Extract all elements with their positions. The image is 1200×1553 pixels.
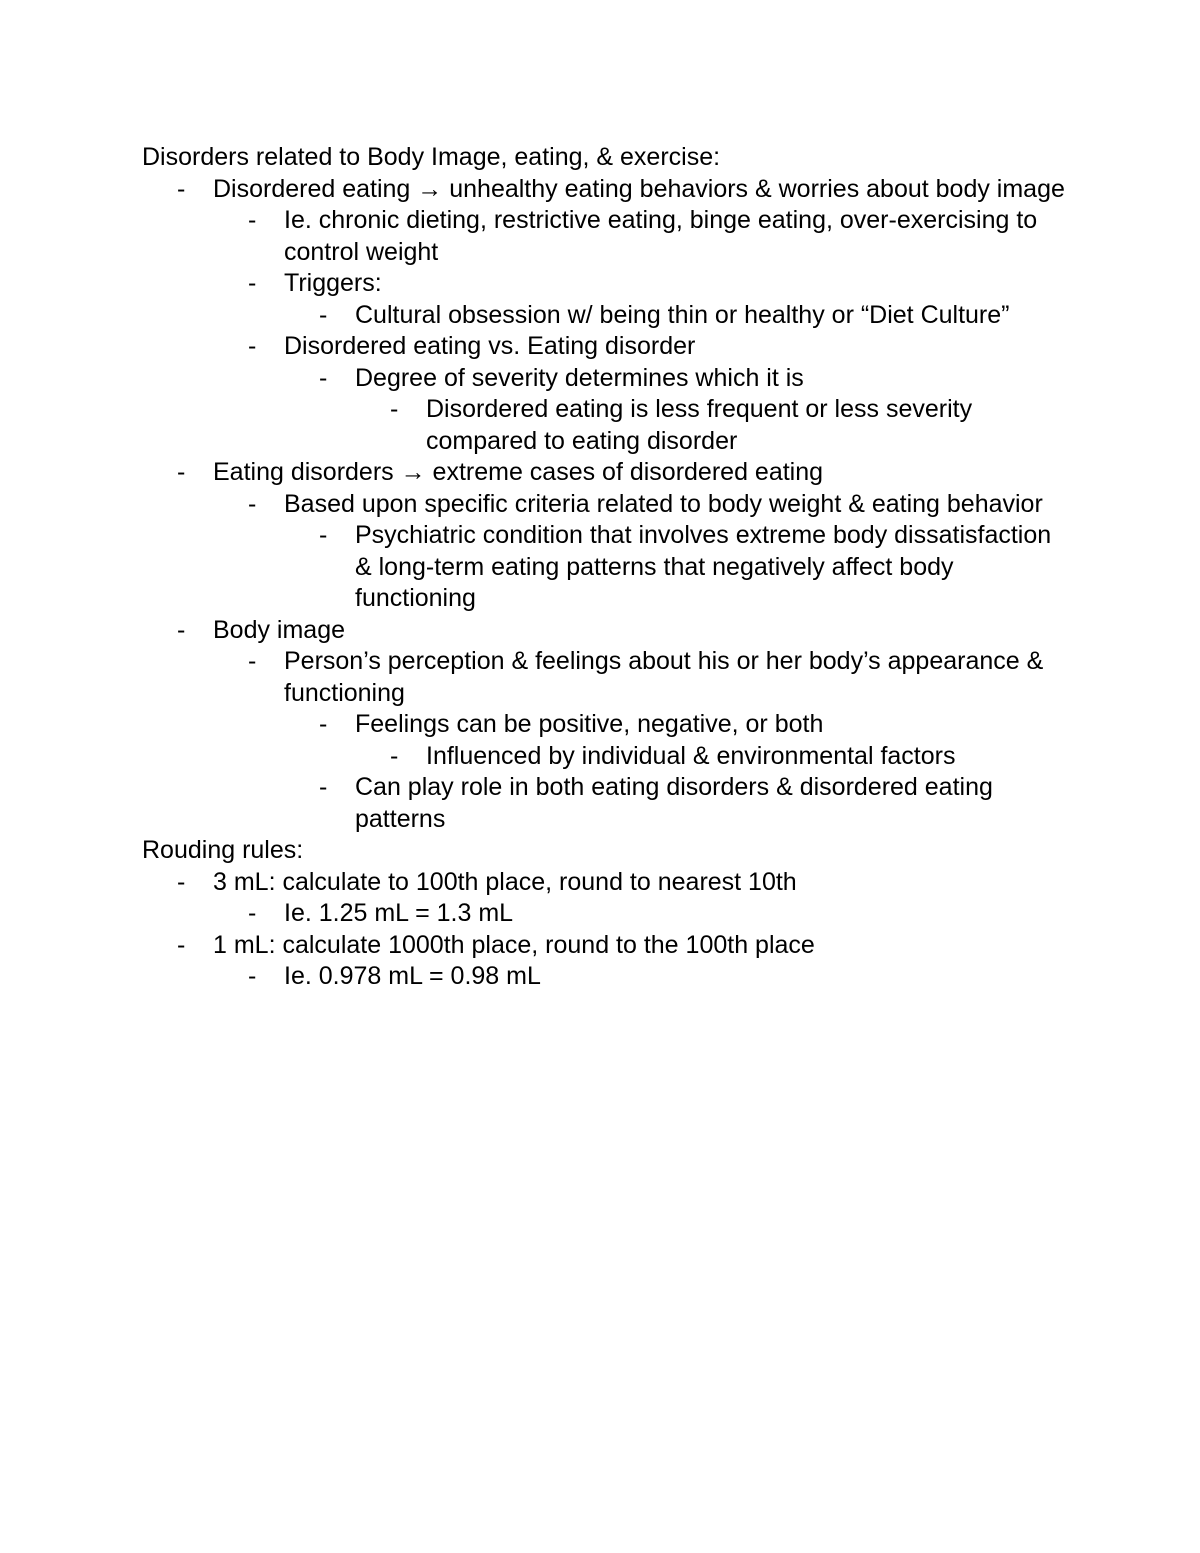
bullet-dash: - (248, 962, 257, 990)
list-item-text: Ie. 1.25 mL = 1.3 mL (284, 899, 514, 927)
bullet-list-level-2 (213, 205, 1072, 457)
list-item-text: Influenced by individual & environmental factors (426, 741, 956, 770)
bullet-list-level-1 (142, 867, 1072, 993)
bullet-list-level-3 (284, 300, 1072, 332)
bullet-list-level-3 (284, 363, 1072, 458)
bullet-dash: - (319, 521, 328, 549)
list-item-text: Cultural obsession w/ being thin or healthy or “Diet Culture” (355, 300, 1010, 329)
list-item-text: 1 mL: calculate 1000th place, round to the 100th place (213, 930, 815, 959)
list-item-text: Person’s perception & feelings about his or her body’s appearance & functioning (284, 647, 1044, 707)
list-item-text: Can play role in both eating disorders & disordered eating patterns (355, 773, 993, 833)
bullet-dash: - (177, 867, 186, 896)
list-item-text: 3 mL: calculate to 100th place, round to nearest 10th (213, 867, 797, 896)
list-item (319, 520, 1072, 615)
list-item (248, 961, 1072, 993)
list-item-text: Eating disorders → extreme cases of disordered eating (213, 458, 824, 486)
section-heading: Disorders related to Body Image, eating, & exercise: (142, 143, 721, 171)
bullet-list-level-3 (284, 709, 1072, 835)
bullet-list-level-2 (213, 646, 1072, 835)
bullet-dash: - (319, 363, 328, 392)
bullet-dash: - (248, 269, 257, 297)
list-item-text: Triggers: (284, 269, 382, 297)
list-item (319, 772, 1072, 835)
bullet-dash: - (177, 174, 186, 203)
outline-section (142, 835, 1072, 993)
bullet-list-level-2 (213, 898, 1072, 930)
section-heading: Rouding rules: (142, 836, 304, 864)
bullet-dash: - (177, 930, 186, 959)
list-item-text: Psychiatric condition that involves extreme body dissatisfaction & long-term eating patterns that negatively affect body functioning (355, 521, 1052, 612)
bullet-list-level-2 (213, 961, 1072, 993)
list-item (177, 615, 1072, 836)
list-item-text: Body image (213, 615, 346, 644)
bullet-dash: - (248, 647, 257, 675)
bullet-dash: - (177, 458, 186, 486)
list-item (177, 174, 1072, 458)
bullet-dash: - (319, 773, 328, 801)
bullet-dash: - (319, 710, 328, 738)
list-item (248, 898, 1072, 930)
list-item (248, 331, 1072, 457)
bullet-dash: - (248, 206, 257, 234)
bullet-dash: - (177, 615, 186, 644)
bullet-dash: - (248, 489, 257, 518)
list-item (248, 489, 1072, 615)
bullet-list-level-4 (355, 741, 1072, 773)
list-item (248, 205, 1072, 268)
list-item (177, 457, 1072, 615)
list-item-text: Ie. 0.978 mL = 0.98 mL (284, 962, 541, 990)
bullet-list-level-4 (355, 394, 1072, 457)
bullet-dash: - (319, 300, 328, 329)
list-item (177, 867, 1072, 930)
bullet-dash: - (390, 395, 399, 423)
list-item (319, 363, 1072, 458)
list-item-text: Ie. chronic dieting, restrictive eating, binge eating, over-exercising to control weight (284, 206, 1038, 266)
bullet-list-level-2 (213, 489, 1072, 615)
list-item-text: Feelings can be positive, negative, or both (355, 710, 824, 738)
list-item (248, 268, 1072, 331)
bullet-dash: - (248, 899, 257, 927)
list-item (319, 709, 1072, 772)
list-item-text: Disordered eating → unhealthy eating behaviors & worries about body image (213, 174, 1065, 203)
outline-section (142, 142, 1072, 835)
notes-body (142, 142, 1072, 993)
list-item-text: Disordered eating vs. Eating disorder (284, 332, 696, 360)
bullet-list-level-3 (284, 520, 1072, 615)
bullet-list-level-1 (142, 174, 1072, 836)
list-item (248, 646, 1072, 835)
bullet-dash: - (248, 332, 257, 360)
list-item-text: Based upon specific criteria related to body weight & eating behavior (284, 489, 1043, 518)
list-item (177, 930, 1072, 993)
list-item-text: Disordered eating is less frequent or less severity compared to eating disorder (426, 395, 973, 455)
list-item-text: Degree of severity determines which it is (355, 363, 804, 392)
list-item (319, 300, 1072, 332)
list-item (390, 394, 1072, 457)
list-item (390, 741, 1072, 773)
bullet-dash: - (390, 741, 399, 770)
